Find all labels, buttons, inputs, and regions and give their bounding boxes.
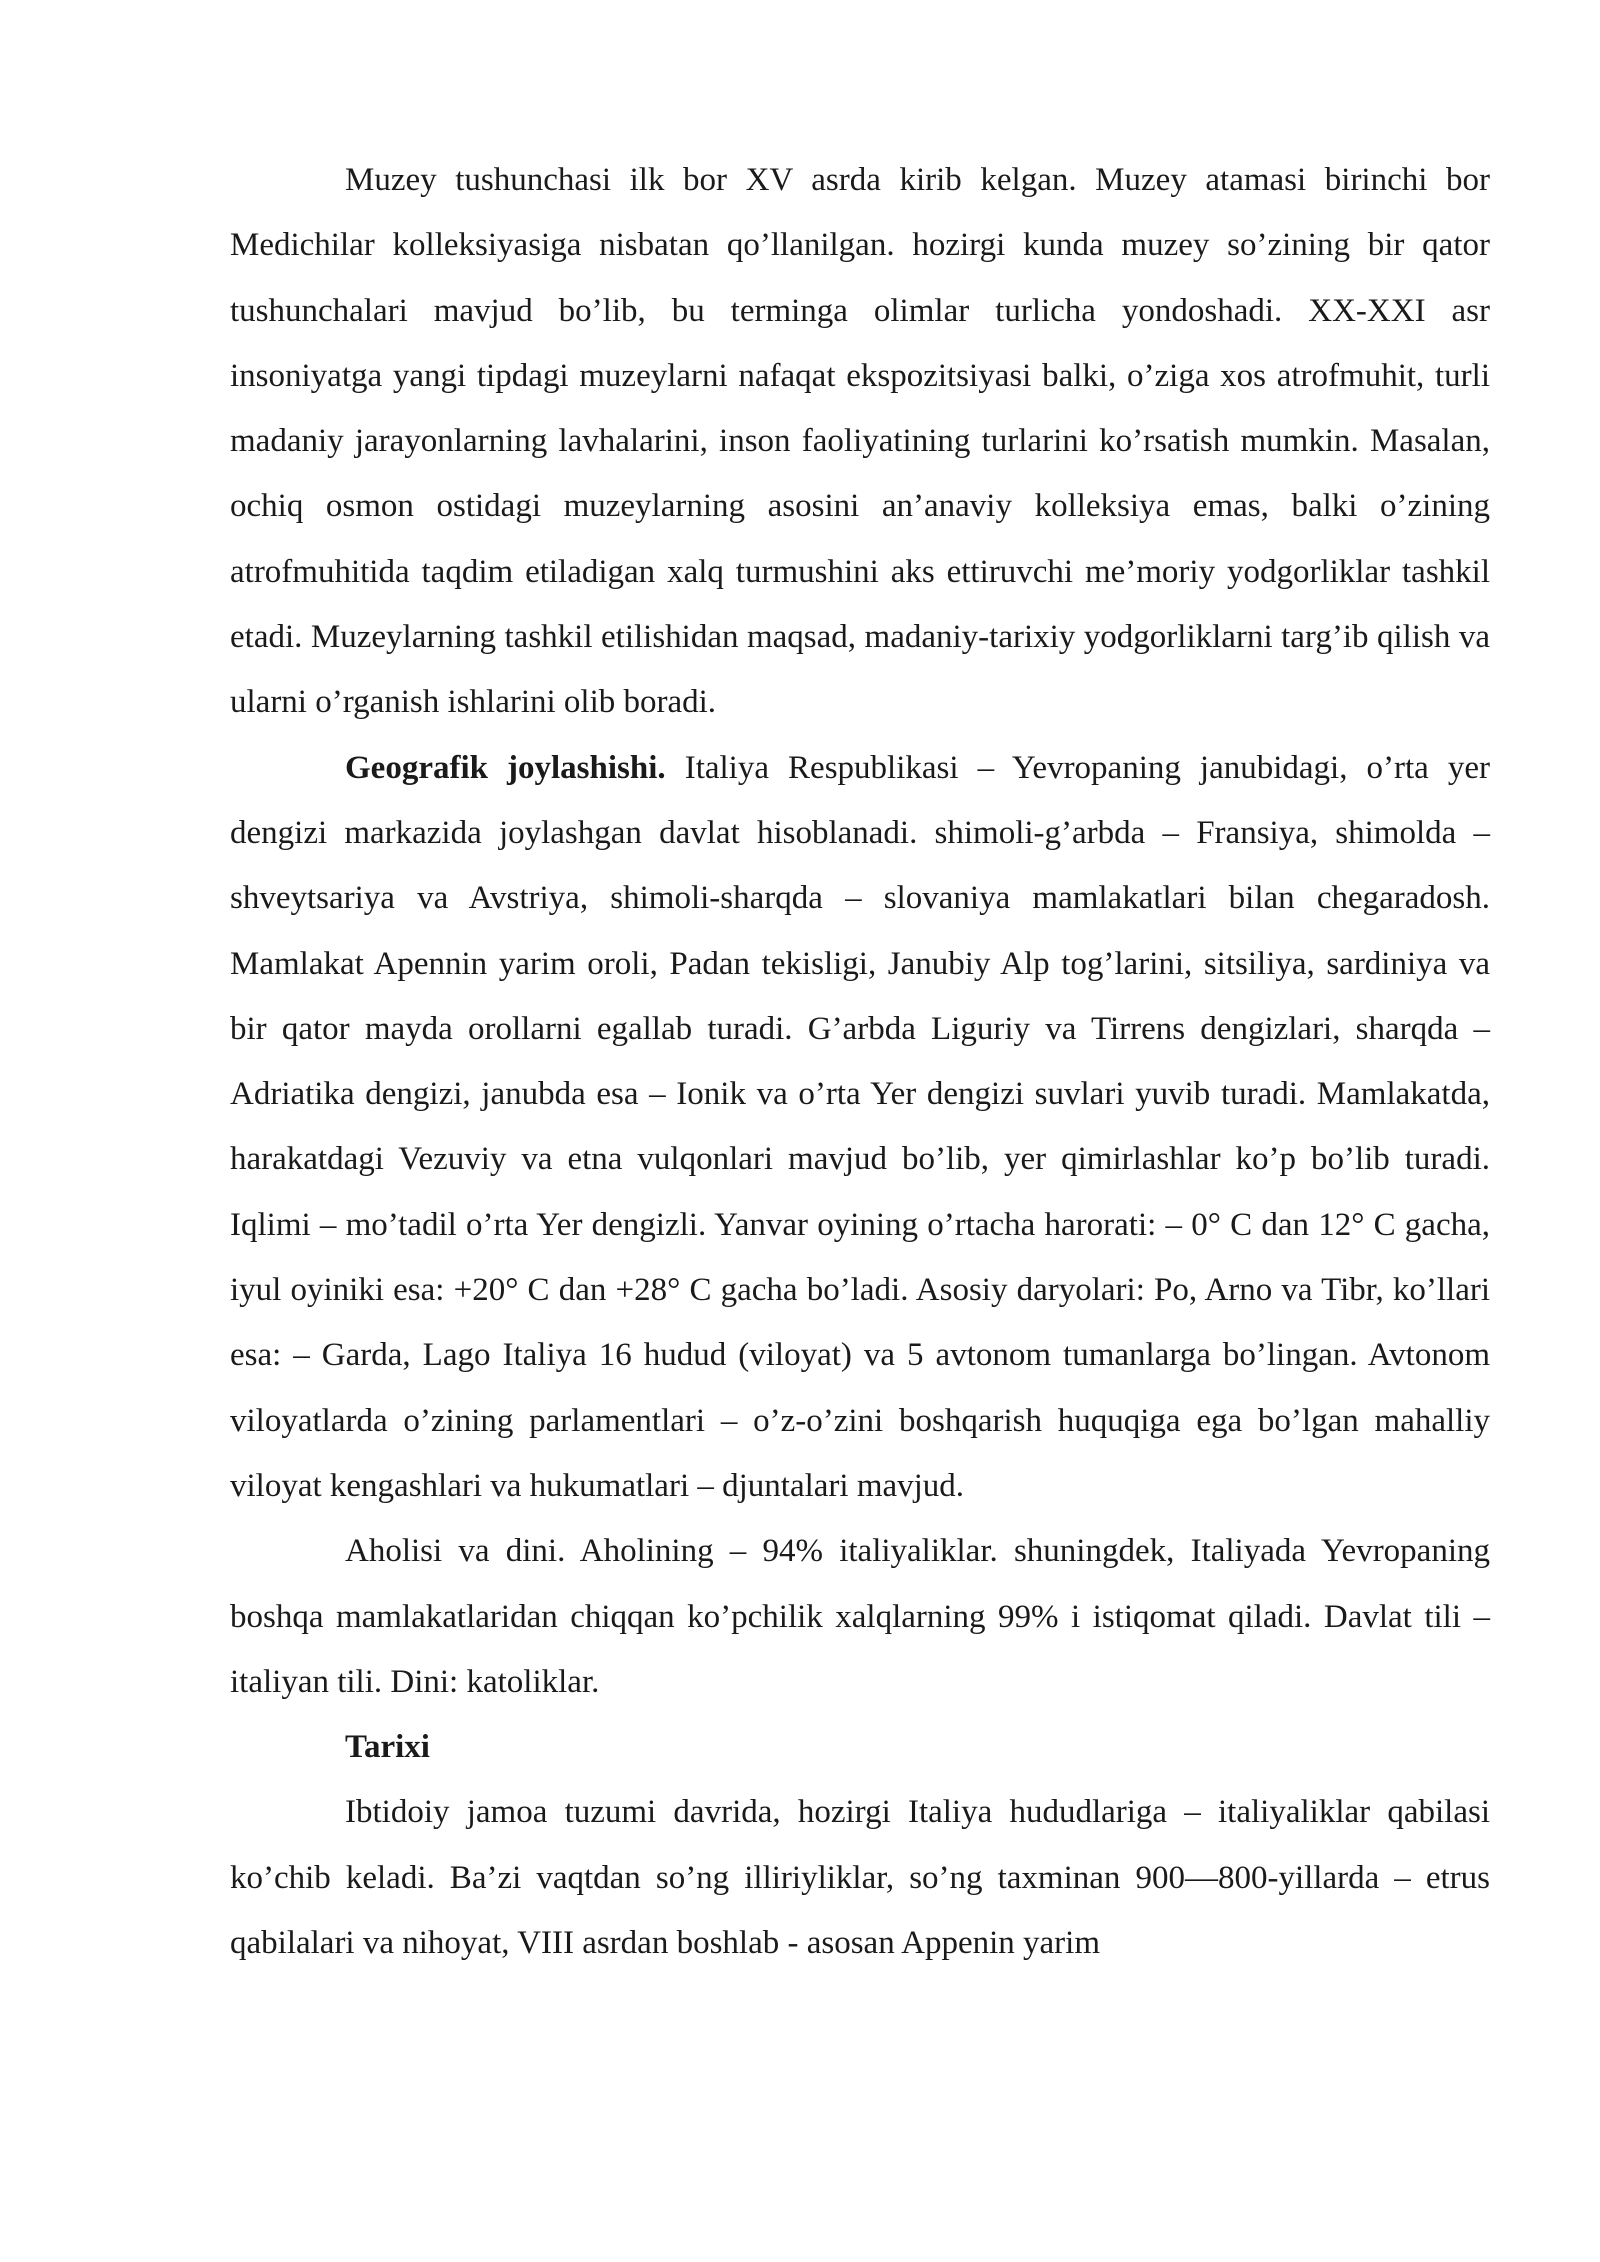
geography-heading: Geografik joylashishi. xyxy=(345,749,666,786)
geography-text: Italiya Respublikasi – Yevropaning janubidagi, o’rta yer dengizi markazida joylashgan davlat hisoblanadi. shimoli-g’arbda – Fransiya, shimolda – shveytsariya va Avstriya, shimoli-sharqda – slovaniya mamlakatlari bilan chegaradosh. Mamlakat Apennin yarim oroli, Padan tekisligi, Janubiy Alp tog’larini, sitsiliya, sardiniya va bir qator mayda orollarni egallab turadi. G’arbda Liguriy va Tirrens dengizlari, sharqda –Adriatika dengizi, janubda esa – Ionik va o’rta Yer dengizi suvlari yuvib turadi. Mamlakatda, harakatdagi Vezuviy va etna vulqonlari mavjud bo’lib, yer qimirlashlar ko’p bo’lib turadi. Iqlimi – mo’tadil o’rta Yer dengizli. Yanvar oyining o’rtacha harorati: – 0° C dan 12° C gacha, iyul oyiniki esa: +20° C dan +28° C gacha bo’ladi. Asosiy daryolari: Po, Arno va Tibr, ko’llari esa: – Garda, Lago Italiya 16 hudud (viloyat) va 5 avtonom tumanlarga bo’lingan. Avtonom viloyatlarda o’zining parlamentlari – o’z-o’zini boshqarish huquqiga ega bo’lgan mahalliy viloyat kengashlari va hukumatlari – djuntalari mavjud. xyxy=(230,749,1490,1504)
history-heading: Tarixi xyxy=(345,1729,430,1766)
geography-paragraph xyxy=(230,736,1490,1520)
document-body xyxy=(230,148,1490,1976)
history-paragraph: Ibtidoiy jamoa tuzumi davrida, hozirgi Italiya hududlariga – italiyaliklar qabilasi ko’chib keladi. Ba’zi vaqtdan so’ng illiriyliklar, so’ng taxminan 900—800-yillarda – etrus qabilalari va nihoyat, VIII asrdan boshlab - asosan Appenin yarim xyxy=(230,1794,1490,1962)
population-paragraph: Aholisi va dini. Aholining – 94% italiyaliklar. shuningdek, Italiyada Yevropaning boshqa mamlakatlaridan chiqqan ko’pchilik xalqlarning 99% i istiqomat qiladi. Davlat tili – italiyan tili. Dini: katoliklar. xyxy=(230,1533,1490,1700)
museum-paragraph: Muzey tushunchasi ilk bor XV asrda kirib kelgan. Muzey atamasi birinchi bor Medichilar kolleksiyasiga nisbatan qo’llanilgan. hozirgi kunda muzey so’zining bir qator tushunchalari mavjud bo’lib, bu terminga olimlar turlicha yondoshadi. XX-XXI asr insoniyatga yangi tipdagi muzeylarni nafaqat ekspozitsiyasi balki, o’ziga xos atrofmuhit, turli madaniy jarayonlarning lavhalarini, inson faoliyatining turlarini ko’rsatish mumkin. Masalan, ochiq osmon ostidagi muzeylarning asosini an’anaviy kolleksiya emas, balki o’zining atrofmuhitida taqdim etiladigan xalq turmushini aks ettiruvchi me’moriy yodgorliklar tashkil etadi. Muzeylarning tashkil etilishidan maqsad, madaniy-tarixiy yodgorliklarni targ’ib qilish va ularni o’rganish ishlarini olib boradi. xyxy=(230,162,1490,721)
